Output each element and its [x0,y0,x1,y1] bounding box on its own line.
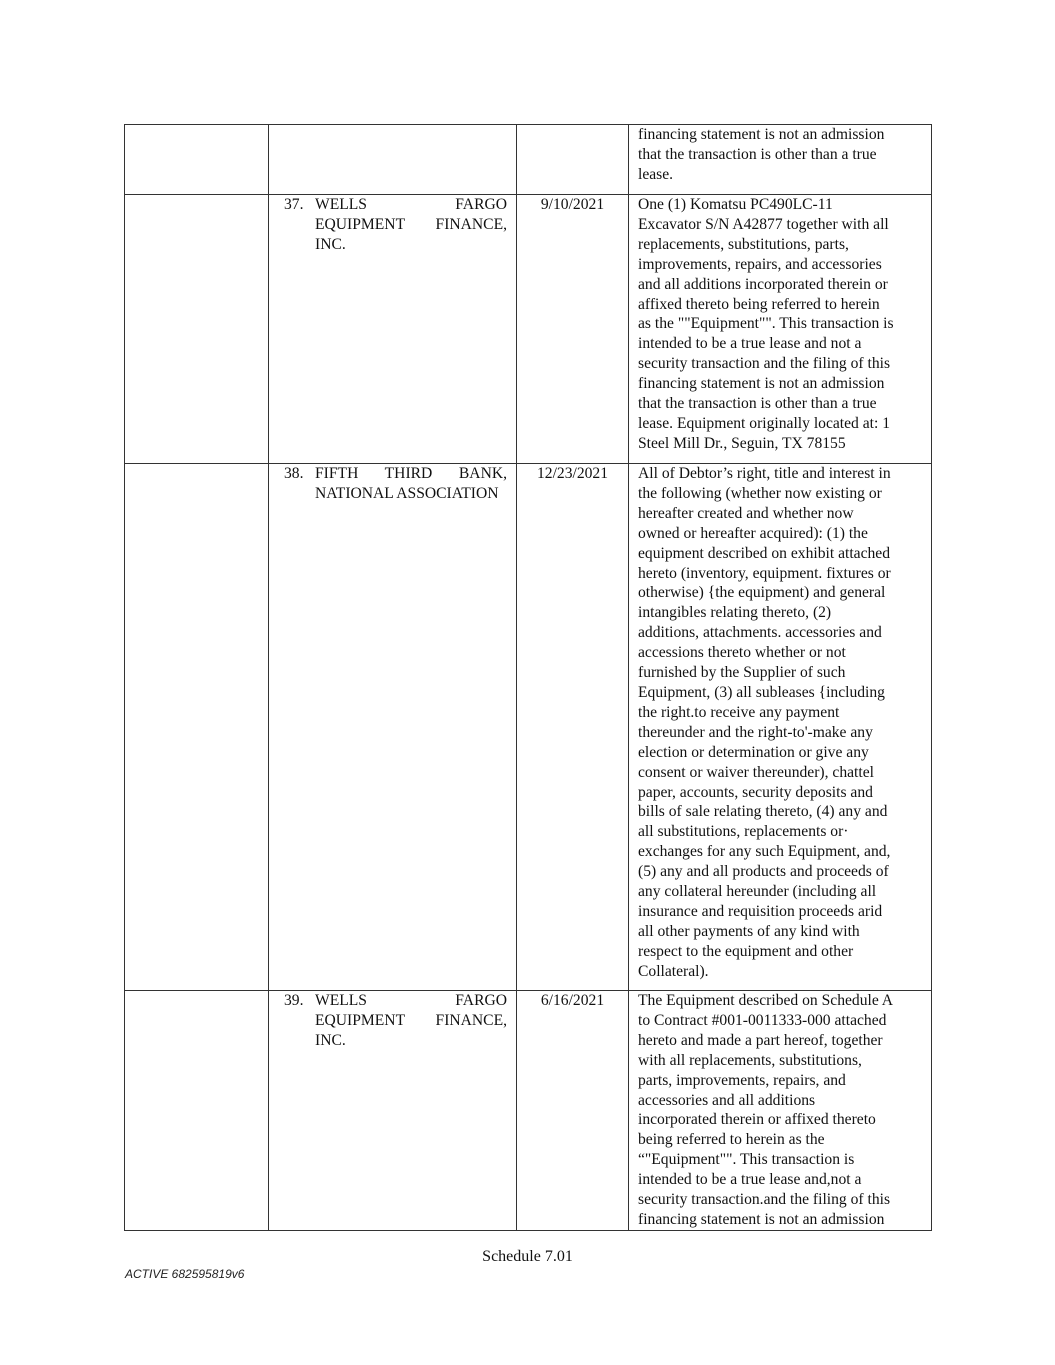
secured-party-name: WELLS FARGO EQUIPMENT FINANCE, INC. [315,196,507,253]
empty-cell [125,195,269,464]
schedule-table [124,124,932,1231]
collateral-description-cell [629,195,932,464]
collateral-description: All of Debtor’s right, title and interest in the following (whether now existing or hereafter created and whether now owned or hereafter acquired): (1) the equipment described on exhibit attached hereto (inventory, equipment. fixtures or otherwise) {the equipment) and general intangibles relating thereto, (2) additions, attachments. accessories and accessions thereto whether or not furnished by the Supplier of such Equipment, (3) all subleases {including the right.to receive any payment thereunder and the right-to'-make any election or determination or give any consent or waiver thereunder), chattel paper, accounts, security deposits and bills of sale relating thereto, (4) any and all substitutions, replacements or· exchanges for any such Equipment, and, (5) any and all products and proceeds of any collateral hereunder (including all insurance and requisition proceeds arid all other payments of any kind with respect to the equipment and other Collateral). [638,465,891,980]
filing-date: 12/23/2021 [536,465,609,482]
filing-date-cell [517,125,629,195]
secured-party-cell [269,125,517,195]
empty-cell [125,991,269,1231]
filing-date-cell [517,991,629,1231]
table-row [125,464,932,991]
collateral-description-cell [629,991,932,1231]
secured-party-cell [269,464,517,991]
document-id: ACTIVE 682595819v6 [125,1267,245,1281]
collateral-description: The Equipment described on Schedule A to Contract #001-0011333-000 attached hereto and made a part hereof, together with all replacements, substitutions, parts, improvements, repairs, and accessories and all additions incorporated therein or affixed thereto being referred to herein as the “"Equipment"". This transaction is intended to be a true lease and,not a security transaction.and the filing of this financing statement is not an admission [638,992,894,1228]
table-row [125,125,932,195]
item-number: 39. [284,992,304,1009]
secured-party-name: WELLS FARGO EQUIPMENT FINANCE, INC. [315,992,507,1049]
collateral-description: One (1) Komatsu PC490LC-11 Excavator S/N A42877 together with all replacements, substitutions, parts, improvements, repairs, and accessories and all additions incorporated therein or affixed thereto being referred to herein as the ""Equipment"". This transaction is intended to be a true lease and not a security transaction and the filing of this financing statement is not an admission that the transaction is other than a true lease. Equipment originally located at: 1 Steel Mill Dr., Seguin, TX 78155 [638,196,894,452]
filing-date: 6/16/2021 [540,992,605,1009]
collateral-description-cell [629,464,932,991]
empty-cell [125,125,269,195]
filing-date-cell [517,195,629,464]
secured-party-cell [269,195,517,464]
table-row [125,195,932,464]
page-footer-title: Schedule 7.01 [482,1248,573,1265]
table-row [125,991,932,1231]
empty-cell [125,464,269,991]
item-number: 38. [284,465,304,482]
item-number: 37. [284,196,304,213]
filing-date-cell [517,464,629,991]
filing-date: 9/10/2021 [540,196,605,213]
collateral-description-cell [629,125,932,195]
secured-party-cell [269,991,517,1231]
collateral-description: financing statement is not an admission that the transaction is other than a true lease. [638,126,885,183]
secured-party-name: FIFTH THIRD BANK, NATIONAL ASSOCIATION [315,465,507,502]
